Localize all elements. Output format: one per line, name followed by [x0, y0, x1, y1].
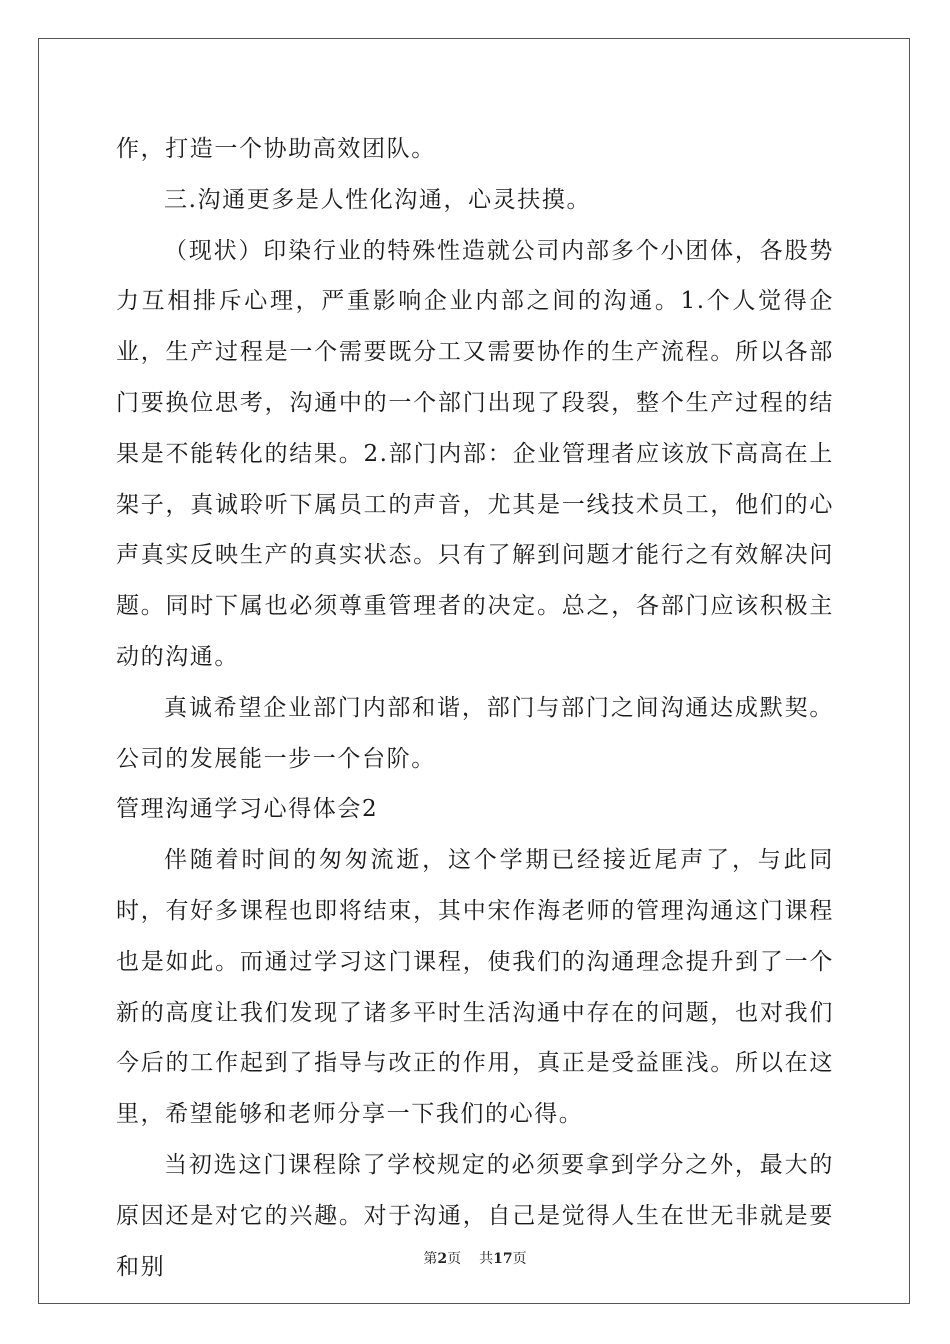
footer-total-prefix: 共 [479, 1251, 494, 1267]
footer-prefix: 第 [423, 1251, 438, 1267]
section-heading: 管理沟通学习心得体会2 [116, 796, 379, 823]
footer-page-number: 2 [437, 1251, 448, 1267]
paragraph-intro: 伴随着时间的匆匆流逝，这个学期已经接近尾声了，与此同时，有好多课程也即将结束，其中宋作海老师的管理沟通这门课程也是如此。而通过学习这门课程，使我们的沟通理念提升到了一个新的高度让我们发现了诸多平时生活沟通中存在的问题，也对我们今后的工作起到了指导与改正的作用，真正是受益匪浅。所以在这里，希望能够和老师分享一下我们的心得。 [116, 847, 834, 1128]
paragraph-section-three: 三.沟通更多是人性化沟通，心灵扶摸。 [164, 186, 592, 213]
footer-total-pages: 17 [493, 1251, 513, 1267]
paragraph-hope: 真诚希望企业部门内部和谐，部门与部门之间沟通达成默契。公司的发展能一步一个台阶。 [116, 694, 834, 772]
page-footer [0, 1248, 950, 1268]
document-body [116, 124, 834, 1292]
paragraph-status: （现状）印染行业的特殊性造就公司内部多个小团体，各股势力互相排斥心理，严重影响企业内部之间的沟通。1.个人觉得企业，生产过程是一个需要既分工又需要协作的生产流程。所以各部门要换位思考，沟通中的一个部门出现了段裂，整个生产过程的结果是不能转化的结果。2.部门内部：企业管理者应该放下高高在上架子，真诚聆听下属员工的声音，尤其是一线技术员工，他们的心声真实反映生产的真实状态。只有了解到问题才能行之有效解决问题。同时下属也必须尊重管理者的决定。总之，各部门应该积极主动的沟通。 [116, 237, 834, 670]
paragraph-continuation: 作，打造一个协助高效团队。 [116, 136, 436, 162]
paragraph-reason: 当初选这门课程除了学校规定的必须要拿到学分之外，最大的原因还是对它的兴趣。对于沟通，自己是觉得人生在世无非就是要和别 [116, 1151, 834, 1280]
footer-page-suffix: 页 [447, 1251, 462, 1267]
footer-total-suffix: 页 [512, 1251, 527, 1267]
